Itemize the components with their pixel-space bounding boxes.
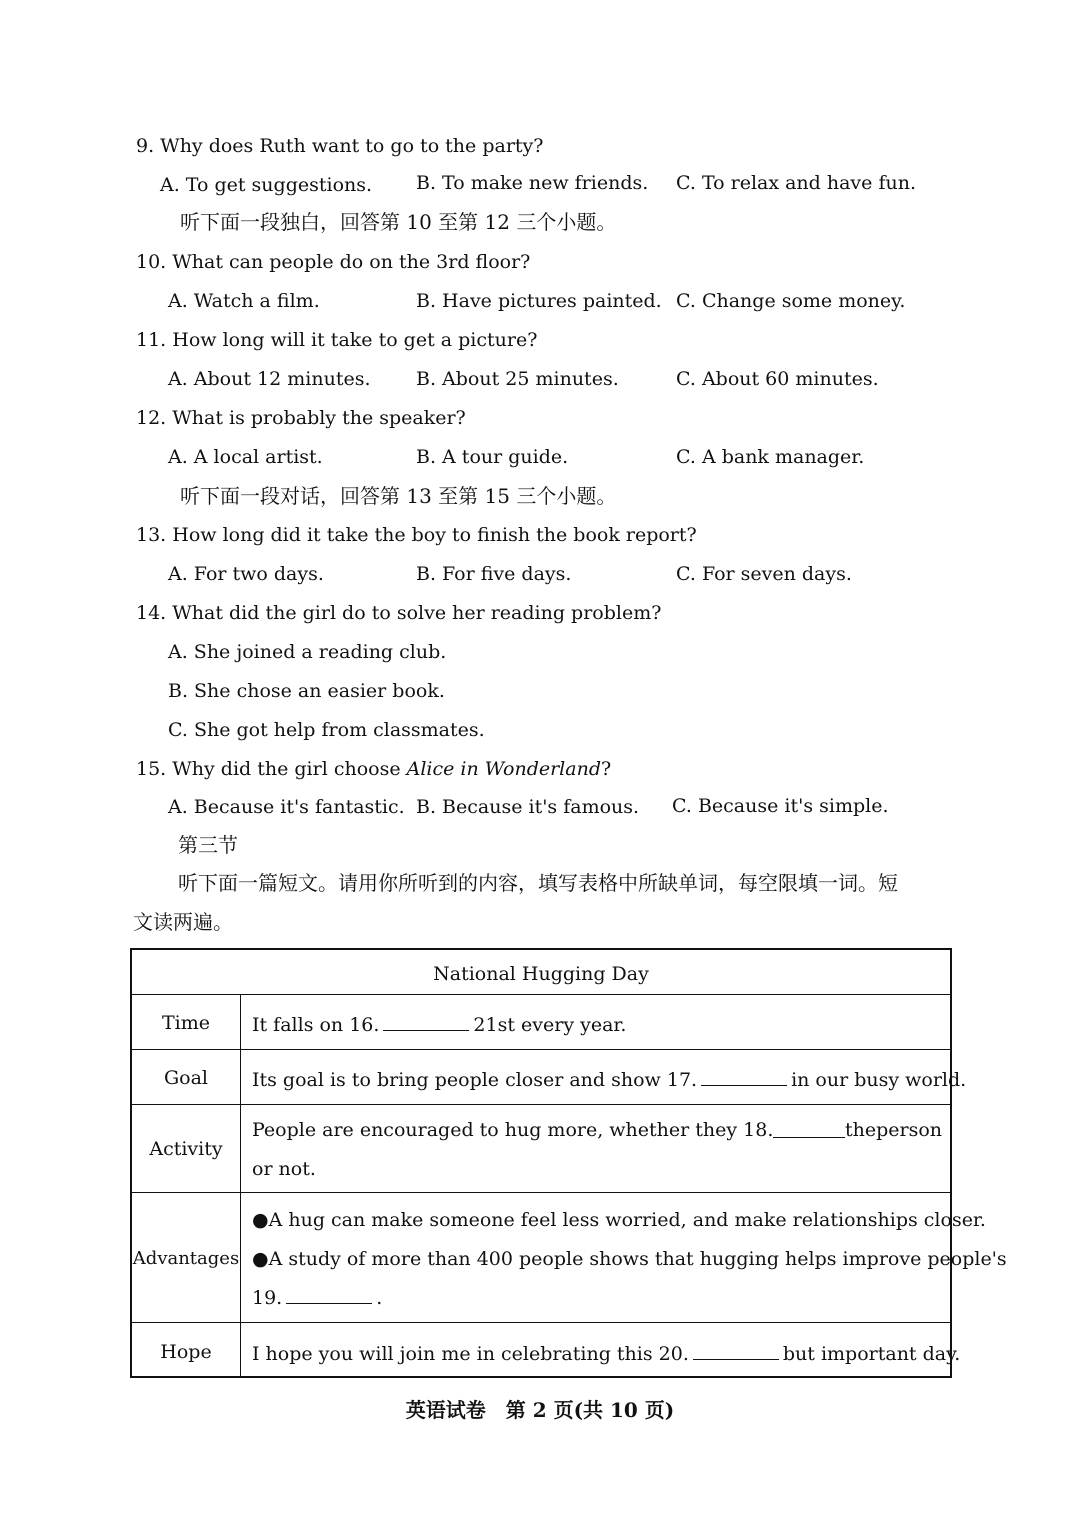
q15-text-suffix: ?: [601, 758, 612, 780]
row-content-goal: [252, 1069, 966, 1090]
page-footer: 英语试卷 第 2 页(共 10 页): [405, 1398, 675, 1422]
q12-option-b: B. A tour guide.: [416, 446, 569, 468]
q10-option-c: C. Change some money.: [676, 290, 906, 312]
section-3-title: 第三节: [178, 833, 238, 857]
q9-option-c: C. To relax and have fun.: [676, 172, 916, 194]
goal-text-post: in our busy world.: [791, 1069, 967, 1091]
table-divider: [132, 1322, 950, 1323]
instruction-13-15: 听下面一段对话，回答第 13 至第 15 三个小题。: [180, 484, 617, 508]
q12-option-c: C. A bank manager.: [676, 446, 865, 468]
activity-text-post-a: the: [844, 1119, 877, 1141]
row-label-activity: Activity: [149, 1138, 223, 1160]
q14-option-a: A. She joined a reading club.: [168, 641, 447, 663]
question-11: 11. How long will it take to get a picture?: [136, 329, 538, 351]
question-13: 13. How long did it take the boy to finish the book report?: [136, 524, 697, 546]
blank-18: [773, 1121, 845, 1138]
q14-option-b: B. She chose an easier book.: [168, 680, 445, 702]
q9-option-a: A. To get suggestions.: [160, 174, 373, 196]
time-text-pre: It falls on 16.: [252, 1014, 380, 1036]
q11-option-b: B. About 25 minutes.: [416, 368, 619, 390]
goal-text-pre: Its goal is to bring people closer and show 17.: [252, 1069, 698, 1091]
row-label-time: Time: [161, 1012, 210, 1034]
advantage-bullet-1: ●A hug can make someone feel less worried, and make relationships closer.: [252, 1209, 986, 1231]
blank-17: [701, 1069, 787, 1086]
q15-option-a: A. Because it's fantastic.: [168, 796, 405, 818]
blank-20: [693, 1343, 779, 1360]
section-3-instruction-line1: 听下面一篇短文。请用你所听到的内容，填写表格中所缺单词，每空限填一词。短: [178, 871, 898, 895]
q11-option-c: C. About 60 minutes.: [676, 368, 879, 390]
hope-text-pre: I hope you will join me in celebrating this 20.: [252, 1343, 689, 1365]
table-divider: [132, 1049, 950, 1050]
question-15: [136, 760, 611, 779]
q10-option-a: A. Watch a film.: [168, 290, 320, 312]
q14-option-c: C. She got help from classmates.: [168, 719, 485, 741]
q13-option-b: B. For five days.: [416, 563, 572, 585]
row-content-time: [252, 1014, 626, 1035]
advantage-period: .: [376, 1287, 383, 1309]
hugging-day-table: [130, 948, 1007, 1378]
section-3-instruction-line2: 文读两遍。: [133, 910, 233, 934]
time-text-post: 21st every year.: [473, 1014, 627, 1036]
row-label-advantages: Advantages: [132, 1248, 240, 1269]
q10-option-b: B. Have pictures painted.: [416, 290, 662, 312]
activity-text-post-b: person: [876, 1119, 942, 1141]
row-label-hope: Hope: [160, 1341, 212, 1363]
table-column-divider: [240, 995, 241, 1376]
q11-option-a: A. About 12 minutes.: [168, 368, 371, 390]
q9-option-b: B. To make new friends.: [416, 172, 649, 194]
q13-option-a: A. For two days.: [168, 563, 324, 585]
q15-book-title: Alice in Wonderland: [406, 758, 601, 780]
advantage-blank-number: 19.: [252, 1287, 283, 1309]
row-label-goal: Goal: [163, 1067, 209, 1089]
activity-text-pre: People are encouraged to hug more, whether they 18.: [252, 1119, 774, 1141]
row-content-activity: [252, 1121, 942, 1140]
hope-text-post: but important day.: [782, 1343, 961, 1365]
instruction-10-12: 听下面一段独白，回答第 10 至第 12 三个小题。: [180, 210, 617, 234]
question-14: 14. What did the girl do to solve her reading problem?: [136, 602, 662, 624]
q15-option-b: B. Because it's famous.: [416, 796, 640, 818]
q13-option-c: C. For seven days.: [676, 563, 852, 585]
activity-line2: or not.: [252, 1158, 316, 1180]
q12-option-a: A. A local artist.: [168, 446, 323, 468]
advantage-bullet-2: ●A study of more than 400 people shows that hugging helps improve people's: [252, 1248, 1007, 1270]
q15-text-prefix: 15. Why did the girl choose: [136, 758, 407, 780]
table-divider: [132, 1192, 950, 1193]
blank-19: [286, 1287, 372, 1304]
advantage-line3: [252, 1287, 382, 1308]
table-title: National Hugging Day: [433, 963, 649, 985]
question-12: 12. What is probably the speaker?: [136, 407, 466, 429]
table-divider: [132, 1104, 950, 1105]
table-divider: [132, 994, 950, 995]
question-9: 9. Why does Ruth want to go to the party?: [136, 135, 544, 157]
q15-option-c: C. Because it's simple.: [672, 795, 889, 817]
row-content-hope: [252, 1343, 960, 1364]
question-10: 10. What can people do on the 3rd floor?: [136, 251, 531, 273]
blank-16: [383, 1014, 469, 1031]
